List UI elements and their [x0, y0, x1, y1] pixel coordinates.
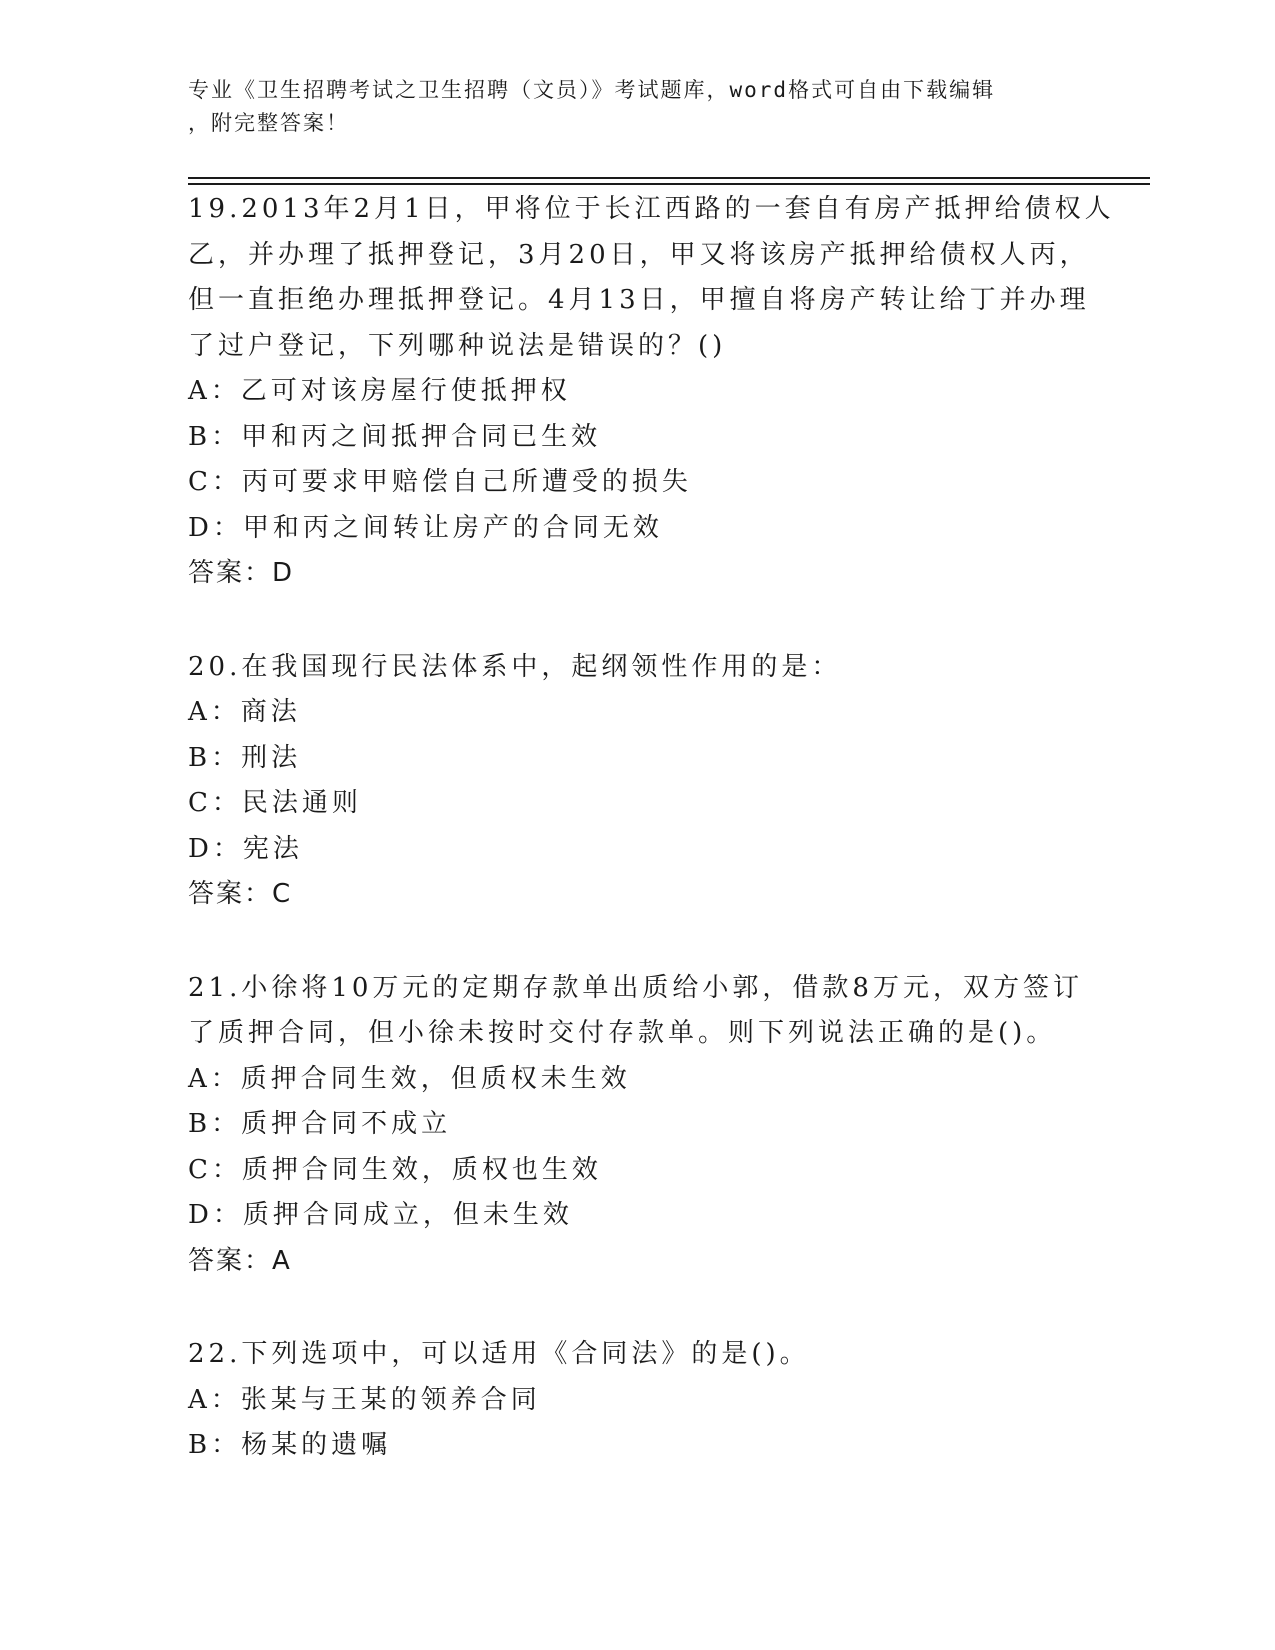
question-22	[188, 1332, 1088, 1469]
option-b: B：杨某的遗嘱	[188, 1430, 392, 1460]
question-19	[188, 187, 1115, 597]
question-stem-line: 21.小徐将10万元的定期存款单出质给小郭，借款8万元，双方签订	[188, 972, 1083, 1003]
question-20	[188, 645, 1088, 918]
option-a: A：商法	[188, 697, 301, 727]
question-stem-line: 22.下列选项中，可以适用《合同法》的是()。	[188, 1339, 810, 1369]
option-c: C：丙可要求甲赔偿自己所遭受的损失	[188, 467, 692, 497]
option-a: A：质押合同生效，但质权未生效	[188, 1063, 631, 1094]
option-b: B：刑法	[188, 742, 302, 773]
document-header	[188, 74, 1088, 140]
option-b: B：质押合同不成立	[188, 1109, 452, 1139]
question-stem-line: 了质押合同，但小徐未按时交付存款单。则下列说法正确的是()。	[188, 1018, 1057, 1048]
question-stem-line: 但一直拒绝办理抵押登记。4月13日，甲擅自将房产转让给丁并办理	[188, 285, 1090, 315]
option-a: A：张某与王某的领养合同	[188, 1384, 541, 1415]
header-line-2: ，附完整答案！	[188, 111, 349, 135]
question-stem-line: 20.在我国现行民法体系中，起纲领性作用的是：	[188, 651, 842, 682]
answer-label: 答案：C	[188, 879, 293, 909]
option-b: B：甲和丙之间抵押合同已生效	[188, 421, 602, 452]
header-divider-top	[188, 177, 1150, 179]
answer-label: 答案：A	[188, 1245, 292, 1276]
option-c: C：民法通则	[188, 788, 362, 818]
question-stem-line: 19.2013年2月1日，甲将位于长江西路的一套自有房产抵押给债权人	[188, 194, 1115, 224]
option-a: A：乙可对该房屋行使抵押权	[188, 376, 571, 406]
header-line-1: 专业《卫生招聘考试之卫生招聘（文员）》考试题库，word格式可自由下载编辑	[188, 78, 996, 102]
answer-label: 答案：D	[188, 558, 295, 588]
question-stem-line: 乙，并办理了抵押登记，3月20日，甲又将该房产抵押给债权人丙，	[188, 239, 1090, 270]
option-d: D：宪法	[188, 833, 303, 864]
option-d: D：甲和丙之间转让房产的合同无效	[188, 512, 663, 543]
question-21	[188, 966, 1088, 1285]
header-divider-bottom	[188, 183, 1150, 185]
question-stem-line: 了过户登记，下列哪种说法是错误的？()	[188, 330, 727, 361]
question-list	[188, 187, 1115, 1517]
option-d: D：质押合同成立，但未生效	[188, 1200, 573, 1230]
option-c: C：质押合同生效，质权也生效	[188, 1154, 602, 1185]
